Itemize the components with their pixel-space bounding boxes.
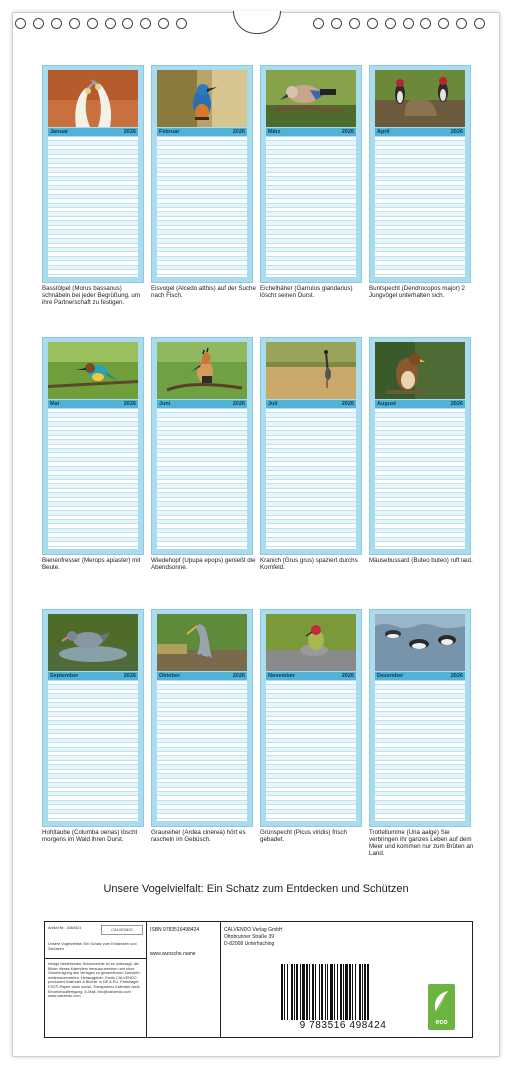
- month-header: [48, 400, 138, 408]
- month-header: [157, 400, 247, 408]
- month-card: [369, 609, 471, 827]
- month-year: 2026: [341, 129, 354, 135]
- month-card: [42, 337, 144, 555]
- bird-photo: [48, 70, 138, 127]
- month-card: [260, 609, 362, 827]
- barcode-bar: [362, 964, 363, 1020]
- binding-hole: [176, 18, 187, 29]
- barcode-bar: [340, 964, 342, 1020]
- barcode-bar: [319, 964, 320, 1020]
- month-year: 2026: [232, 401, 245, 407]
- month-name: März: [268, 129, 281, 135]
- eco-badge: [428, 984, 455, 1030]
- bird-photo: [266, 614, 356, 671]
- month-name: Juli: [268, 401, 278, 407]
- day-grid: [375, 409, 465, 549]
- barcode-bar: [287, 964, 288, 1020]
- calendar-title: Unsere Vogelvielfalt: Ein Schatz zum Entdecken und Schützen: [103, 883, 409, 895]
- bird-photo: [375, 342, 465, 399]
- month-year: 2026: [450, 673, 463, 679]
- bird-photo: [48, 342, 138, 399]
- binding-hole: [158, 18, 169, 29]
- bird-photo: [375, 614, 465, 671]
- month-header: [266, 128, 356, 136]
- month-card: [369, 337, 471, 555]
- barcode-bar: [281, 964, 283, 1020]
- barcode-bar: [325, 964, 326, 1020]
- month-name: April: [377, 129, 390, 135]
- bird-photo: [375, 70, 465, 127]
- day-grid: [157, 681, 247, 821]
- barcode-bar: [364, 964, 366, 1020]
- barcode-bar: [302, 964, 305, 1020]
- day-row: [157, 542, 247, 546]
- bird-photo: [266, 70, 356, 127]
- month-caption: Kranich (Grus grus) spaziert durchs Kornfeld.: [260, 557, 358, 571]
- month-header: [157, 128, 247, 136]
- month-year: 2026: [123, 401, 136, 407]
- address-street: Ottobrunner Straße 39: [224, 934, 275, 940]
- day-row: [266, 542, 356, 546]
- month-caption: Buntspecht (Dendrocopos major) 2 Jungvögel unterhalten sich.: [369, 285, 465, 299]
- month-year: 2026: [232, 673, 245, 679]
- calvendo-logo: CALVENDO: [101, 925, 143, 935]
- binding-hole: [51, 18, 62, 29]
- month-name: September: [50, 673, 79, 679]
- binding-hole: [403, 18, 414, 29]
- month-name: Oktober: [159, 673, 181, 679]
- day-grid: [266, 409, 356, 549]
- day-row: [48, 542, 138, 546]
- day-row: [157, 814, 247, 818]
- barcode-bar: [349, 964, 351, 1020]
- binding-hole: [87, 18, 98, 29]
- month-year: 2026: [232, 129, 245, 135]
- month-name: Mai: [50, 401, 60, 407]
- month-card: [151, 609, 253, 827]
- month-header: [48, 672, 138, 680]
- product-title: Unsere Vogelvielfalt: Ein Schatz zum Entdecken und Schützen: [48, 942, 137, 951]
- barcode-bar: [367, 964, 369, 1020]
- month-year: 2026: [123, 129, 136, 135]
- month-name: Februar: [159, 129, 180, 135]
- binding-hole: [105, 18, 116, 29]
- month-caption: Basstölpel (Morus bassanus) schnäbeln bei jeder Begrüßung, um ihre Partnerschaft zu festigen.: [42, 285, 141, 306]
- barcode-bar: [291, 964, 293, 1020]
- month-header: [48, 128, 138, 136]
- day-row: [375, 814, 465, 818]
- month-caption: Mäusebussard (Buteo buteo) ruft laut.: [369, 557, 473, 564]
- month-year: 2026: [450, 401, 463, 407]
- day-row: [48, 270, 138, 274]
- day-grid: [375, 137, 465, 277]
- day-grid: [157, 409, 247, 549]
- barcode-bar: [284, 964, 285, 1020]
- info-column-isbn: [147, 922, 221, 1037]
- binding-hole: [313, 18, 324, 29]
- binding-hole: [331, 18, 342, 29]
- month-header: [157, 672, 247, 680]
- barcode-bar: [334, 964, 335, 1020]
- info-column-legal: [45, 922, 147, 1037]
- month-caption: Bienenfresser (Merops apiaster) mit Beute.: [42, 557, 141, 571]
- month-year: 2026: [341, 673, 354, 679]
- month-caption: Graureiher (Ardea cinerea) hört es rascheln im Gebüsch.: [151, 829, 246, 843]
- month-card: [260, 337, 362, 555]
- binding-hole: [385, 18, 396, 29]
- barcode-bar: [337, 964, 338, 1020]
- bird-photo: [157, 70, 247, 127]
- bird-photo: [157, 614, 247, 671]
- month-name: Juni: [159, 401, 171, 407]
- month-header: [266, 672, 356, 680]
- bird-photo: [266, 342, 356, 399]
- barcode-bar: [352, 964, 353, 1020]
- month-card: [151, 65, 253, 283]
- month-caption: Wiedehopf (Upupa epops) genießt die Abendsonne.: [151, 557, 256, 571]
- binding-hole: [122, 18, 133, 29]
- barcode-bar: [327, 964, 328, 1020]
- month-card: [260, 65, 362, 283]
- binding-hole: [33, 18, 44, 29]
- month-header: [375, 672, 465, 680]
- barcode-bar: [359, 964, 361, 1020]
- barcode: [279, 964, 407, 1020]
- day-row: [375, 542, 465, 546]
- day-grid: [48, 409, 138, 549]
- legal-text: Infolge bestehender Schutzrechte ist es untersagt, die Bilder dieses Kalenders herauszutrennen und ohne Genehmigung des Verlages zu gewerblichen Zwecken weiterzuverwerten. Herausgeber: Dmitri CALVENDO produziert Kalender & Bücher in DE & EU. Preisträger FSC®-Papier dank sozial- Transparenz Kalender dank Einzeldruckfertigung. E-Mail: info@calvendo.com · www.calvendo.com: [48, 962, 140, 999]
- day-row: [157, 270, 247, 274]
- article-number: Artikel Nr.: 2084921: [48, 926, 82, 930]
- day-grid: [48, 681, 138, 821]
- address-company: CALVENDO Verlag GmbH: [224, 927, 283, 933]
- month-header: [266, 400, 356, 408]
- leaf-icon: [432, 989, 451, 1015]
- barcode-bar: [330, 964, 333, 1020]
- binding-hole: [69, 18, 80, 29]
- day-row: [48, 814, 138, 818]
- month-year: 2026: [450, 129, 463, 135]
- bird-photo: [48, 614, 138, 671]
- day-row: [266, 814, 356, 818]
- binding-hole: [438, 18, 449, 29]
- info-box: [44, 921, 473, 1038]
- month-caption: Eichelhäher (Garrulus glandarius) löscht seinen Durst.: [260, 285, 353, 299]
- month-card: [42, 65, 144, 283]
- month-caption: Eisvogel (Alcedo atthis) auf der Suche nach Fisch.: [151, 285, 256, 299]
- day-grid: [266, 681, 356, 821]
- month-card: [151, 337, 253, 555]
- barcode-number: 9 783516 498424: [299, 1020, 387, 1031]
- month-caption: Hohltaube (Columba oenas) löscht morgens im Wald ihren Durst.: [42, 829, 138, 843]
- binding-hole: [349, 18, 360, 29]
- day-row: [375, 270, 465, 274]
- binding-hole: [140, 18, 151, 29]
- binding-hole: [367, 18, 378, 29]
- binding-hole: [420, 18, 431, 29]
- barcode-bar: [296, 964, 298, 1020]
- barcode-bar: [312, 964, 314, 1020]
- barcode-bar: [321, 964, 323, 1020]
- month-name: Januar: [50, 129, 69, 135]
- day-row: [266, 270, 356, 274]
- website: www.wunsche.name: [150, 951, 196, 957]
- month-card: [369, 65, 471, 283]
- isbn: ISBN 9783516498424: [150, 927, 200, 933]
- month-header: [375, 128, 465, 136]
- month-card: [42, 609, 144, 827]
- bird-photo: [157, 342, 247, 399]
- day-grid: [266, 137, 356, 277]
- barcode-bar: [294, 964, 295, 1020]
- binding-hole: [474, 18, 485, 29]
- barcode-bar: [343, 964, 344, 1020]
- binding-hole: [15, 18, 26, 29]
- month-name: November: [268, 673, 295, 679]
- barcode-bar: [306, 964, 308, 1020]
- month-caption: Grünspecht (Picus viridis) frisch gebadet.: [260, 829, 347, 843]
- day-grid: [48, 137, 138, 277]
- barcode-bar: [309, 964, 310, 1020]
- month-year: 2026: [341, 401, 354, 407]
- month-header: [375, 400, 465, 408]
- barcode-bar: [355, 964, 356, 1020]
- day-grid: [157, 137, 247, 277]
- barcode-bar: [315, 964, 316, 1020]
- day-grid: [375, 681, 465, 821]
- eco-label: eco: [435, 1019, 448, 1026]
- month-caption: Trottellumme (Uria aalge) Sie verbringen ihr ganzes Leben auf dem Meer und kommen nur zum Brüten an Land.: [369, 829, 474, 857]
- month-name: August: [377, 401, 396, 407]
- address-city: D-82008 Unterhaching: [224, 941, 275, 947]
- month-name: Dezember: [377, 673, 404, 679]
- barcode-bar: [300, 964, 301, 1020]
- barcode-bar: [345, 964, 348, 1020]
- binding-hole: [456, 18, 467, 29]
- month-year: 2026: [123, 673, 136, 679]
